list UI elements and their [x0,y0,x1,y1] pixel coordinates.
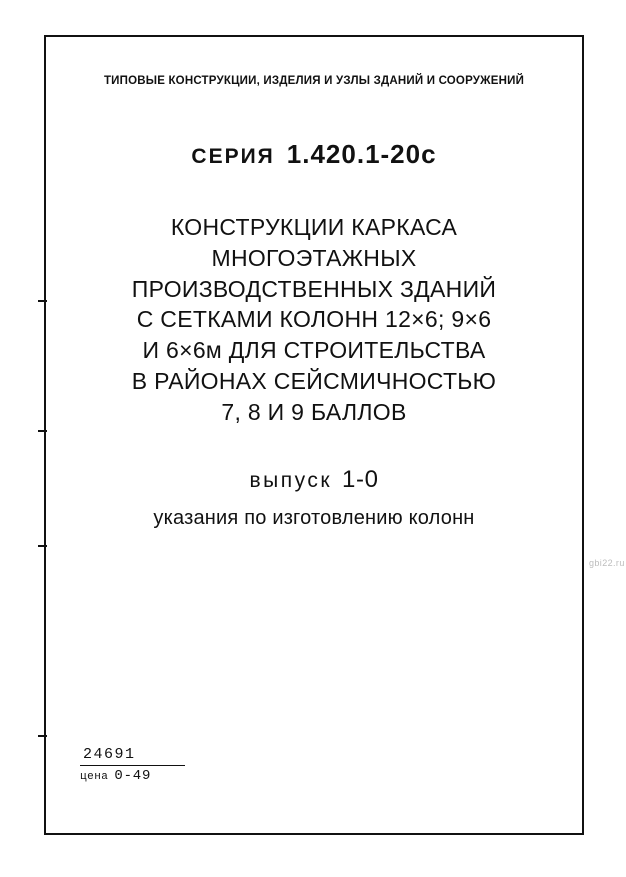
issue-label: выпуск [249,468,333,492]
binding-tick-1 [38,300,47,302]
issue-subtitle: указания по изготовлению колонн [153,506,475,529]
stamp-divider [80,765,185,766]
price-label: цена [80,771,109,783]
title-line: ПРОИЗВОДСТВЕННЫХ ЗДАНИЙ [131,275,497,302]
series-heading [60,139,568,170]
series-number: 1.420.1-20с [286,139,437,169]
binding-tick-4 [38,735,47,737]
binding-tick-3 [38,545,47,547]
title-line: МНОГОЭТАЖНЫХ [211,244,417,271]
price-stamp [80,746,188,784]
watermark: gbi22.ru [589,558,625,568]
price-value: 0-49 [114,768,152,784]
document-title [60,212,568,428]
price-row [80,768,188,784]
issue-heading [60,466,568,494]
title-line: И 6×6м ДЛЯ СТРОИТЕЛЬСТВА [142,337,486,364]
stock-number: 24691 [83,746,136,763]
title-line: С СЕТКАМИ КОЛОНН 12×6; 9×6 [136,306,492,333]
header-subject-line: ТИПОВЫЕ КОНСТРУКЦИИ, ИЗДЕЛИЯ И УЗЛЫ ЗДАНИЙ И СООРУЖЕНИЙ [103,75,525,87]
title-line: КОНСТРУКЦИИ КАРКАСА [170,214,458,240]
title-page-content [60,55,568,530]
series-label: СЕРИЯ [191,145,275,168]
issue-number: 1-0 [342,465,379,493]
title-line: 7, 8 И 9 БАЛЛОВ [221,398,407,425]
binding-tick-2 [38,430,47,432]
title-line: В РАЙОНАХ СЕЙСМИЧНОСТЬЮ [131,368,497,395]
